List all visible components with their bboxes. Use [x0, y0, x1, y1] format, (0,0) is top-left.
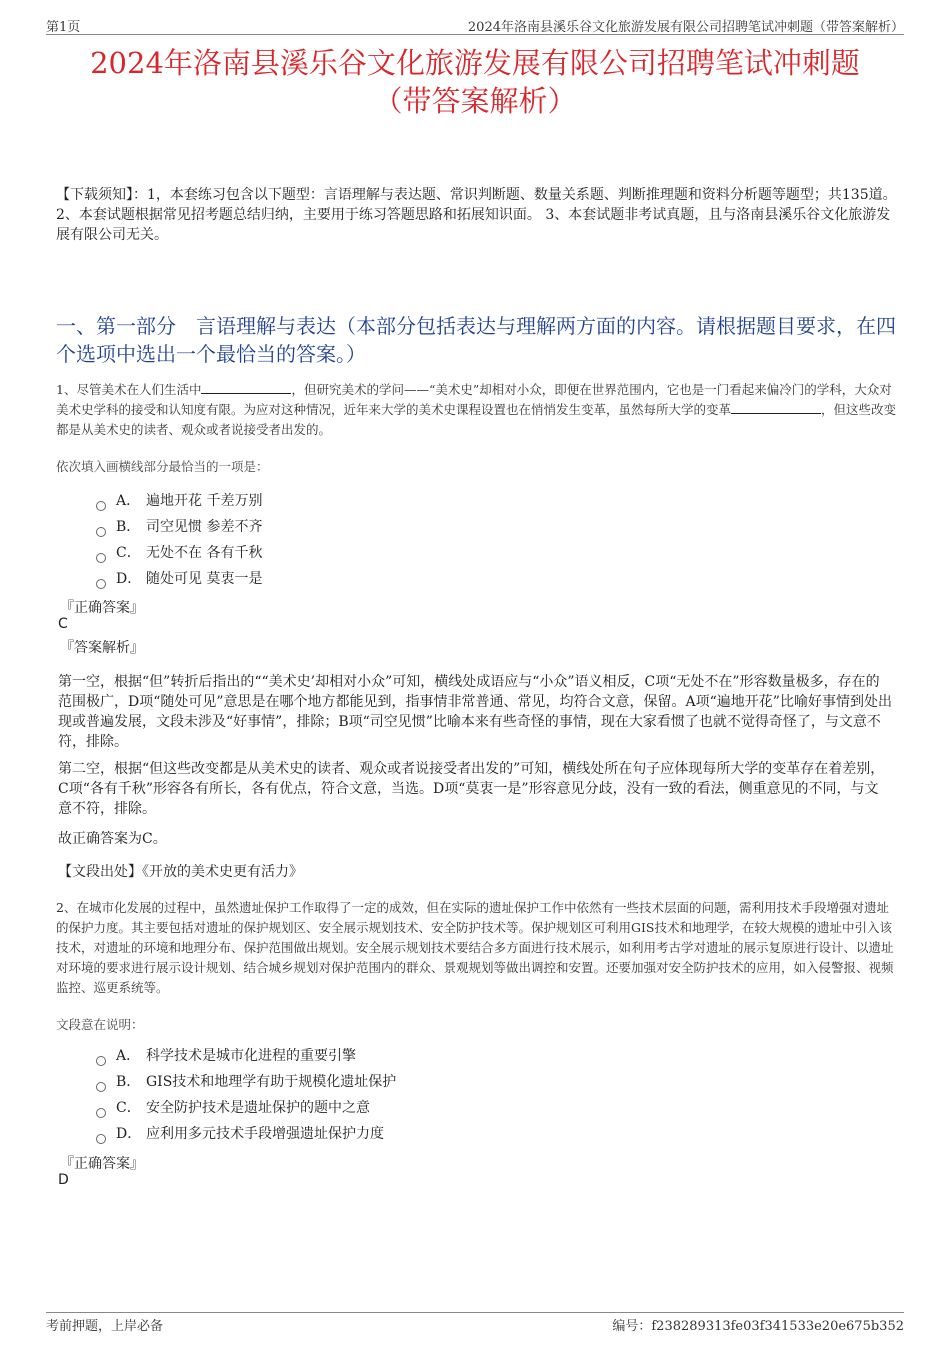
- q1-analysis-1: 第一空，根据“但”转折后指出的““美术史’却相对小众”可知，横线处成语应与“小众”语义相反，C项“无处不在”形容数量极多，存在的范围极广，D项“随处可见”意思是在哪个地方都能见到，指事情非常普通、常见，均符合文意，保留。A项“遍地开花”比喻好事情到处出现或普遍发展，文段未涉及“好事情”，排除；B项“司空见惯”比喻本来有些奇怪的事情，现在大家看惯了也就不觉得奇怪了，与文意不符，排除。: [58, 674, 892, 750]
- radio-icon[interactable]: [96, 1134, 106, 1144]
- radio-icon[interactable]: [96, 501, 106, 511]
- q2-answer: D: [58, 1172, 69, 1188]
- q2-option-a[interactable]: A． 科学技术是城市化进程的重要引擎: [96, 1043, 396, 1069]
- q2-prompt: 文段意在说明：: [56, 1017, 144, 1032]
- q1-text-b: ，但研究美术的学问——“美术史”却相对小众，即便在世界范围内，它也是一门看起来偏冷门的学科，大众对美术史学科的接受和认知度有限。为应对这种情况，近年来大学的美术史课程设置也在悄悄发生变革，虽然每所大学的变革: [56, 382, 892, 417]
- fill-blank-2: [731, 401, 821, 414]
- q1-answer: C: [58, 616, 68, 632]
- q1-option-c[interactable]: C． 无处不在 各有千秋: [96, 540, 262, 566]
- q2-option-b[interactable]: B． GIS技术和地理学有助于规模化遗址保护: [96, 1069, 396, 1095]
- download-notice: 【下载须知】：1，本套练习包含以下题型：言语理解与表达题、常识判断题、数量关系题、判断推理题和资料分析题等题型；共135道。 2、本套试题根据常见招考题总结归纳，主要用于练习答题思路和拓展知识面。 3、本套试题非考试真题，且与洛南县溪乐谷文化旅游发展有限公司无关。: [56, 187, 897, 243]
- radio-icon[interactable]: [96, 579, 106, 589]
- q2-options: [96, 1043, 396, 1147]
- radio-icon[interactable]: [96, 1082, 106, 1092]
- question-1-stem: [56, 380, 898, 440]
- document-title: [40, 44, 910, 120]
- q2-option-c[interactable]: C． 安全防护技术是遗址保护的题中之意: [96, 1095, 396, 1121]
- page-number: 第1页: [46, 20, 81, 35]
- q1-option-b[interactable]: B． 司空见惯 参差不齐: [96, 514, 262, 540]
- page-header: [46, 14, 904, 35]
- radio-icon[interactable]: [96, 527, 106, 537]
- q1-source: 【文段出处】《开放的美术史更有活力》: [58, 864, 303, 880]
- q1-options: [96, 488, 262, 592]
- q1-text-c: ，但这些改变都是从美术史的读者、观众或者说接受者出发的。: [56, 402, 897, 437]
- q1-prompt: 依次填入画横线部分最恰当的一项是：: [56, 459, 269, 474]
- title-line-1: 2024年洛南县溪乐谷文化旅游发展有限公司招聘笔试冲刺题: [90, 46, 860, 80]
- radio-icon[interactable]: [96, 1056, 106, 1066]
- q2-option-d[interactable]: D． 应利用多元技术手段增强遗址保护力度: [96, 1121, 396, 1147]
- fill-blank-1: [201, 381, 291, 394]
- footer-serial: 编号：f238289313fe03f341533e20e675b352: [612, 1319, 904, 1334]
- q2-answer-label: 『正确答案』: [60, 1156, 144, 1172]
- footer-slogan: 考前押题，上岸必备: [46, 1319, 164, 1334]
- radio-icon[interactable]: [96, 553, 106, 563]
- header-doc-title: 2024年洛南县溪乐谷文化旅游发展有限公司招聘笔试冲刺题（带答案解析）: [467, 20, 904, 35]
- section-heading: 一、第一部分 言语理解与表达（本部分包括表达与理解两方面的内容。请根据题目要求，在四个选项中选出一个最恰当的答案。）: [56, 314, 896, 366]
- q1-analysis-2: 第二空，根据“但这些改变都是从美术史的读者、观众或者说接受者出发的”可知，横线处所在句子应体现每所大学的变革存在着差别，C项“各有千秋”形容各有所长，各有优点，符合文意，当选。D项“莫衷一是”形容意见分歧，没有一致的看法，侧重意见的不同，与文意不符，排除。: [58, 761, 885, 817]
- q1-analysis-3: 故正确答案为C。: [58, 831, 167, 847]
- q1-answer-label: 『正确答案』: [60, 600, 144, 616]
- q1-option-a[interactable]: A． 遍地开花 千差万别: [96, 488, 262, 514]
- title-line-2: （带答案解析）: [373, 84, 577, 118]
- q1-analysis-label: 『答案解析』: [60, 640, 144, 656]
- page-footer: [46, 1312, 904, 1333]
- radio-icon[interactable]: [96, 1108, 106, 1118]
- q1-text-a: 1、尽管美术在人们生活中: [56, 382, 202, 397]
- question-2-stem: 2、在城市化发展的过程中，虽然遗址保护工作取得了一定的成效，但在实际的遗址保护工作中依然有一些技术层面的问题，需利用技术手段增强对遗址的保护力度。其主要包括对遗址的保护规划区、安全展示规划技术、安全防护技术等。保护规划区可利用GIS技术和地理学，在较大规模的遗址中引入该技术，对遗址的环境和地理分布、保护范围做出规划。安全展示规划技术要结合多方面进行技术展示，如利用考古学对遗址的展示复原进行设计、以遗址对环境的要求进行展示设计规划、结合城乡规划对保护范围内的群众、景观规划等做出调控和安置。还要加强对安全防护技术的应用，如入侵警报、视频监控、巡更系统等。: [56, 900, 894, 995]
- q1-option-d[interactable]: D． 随处可见 莫衷一是: [96, 566, 262, 592]
